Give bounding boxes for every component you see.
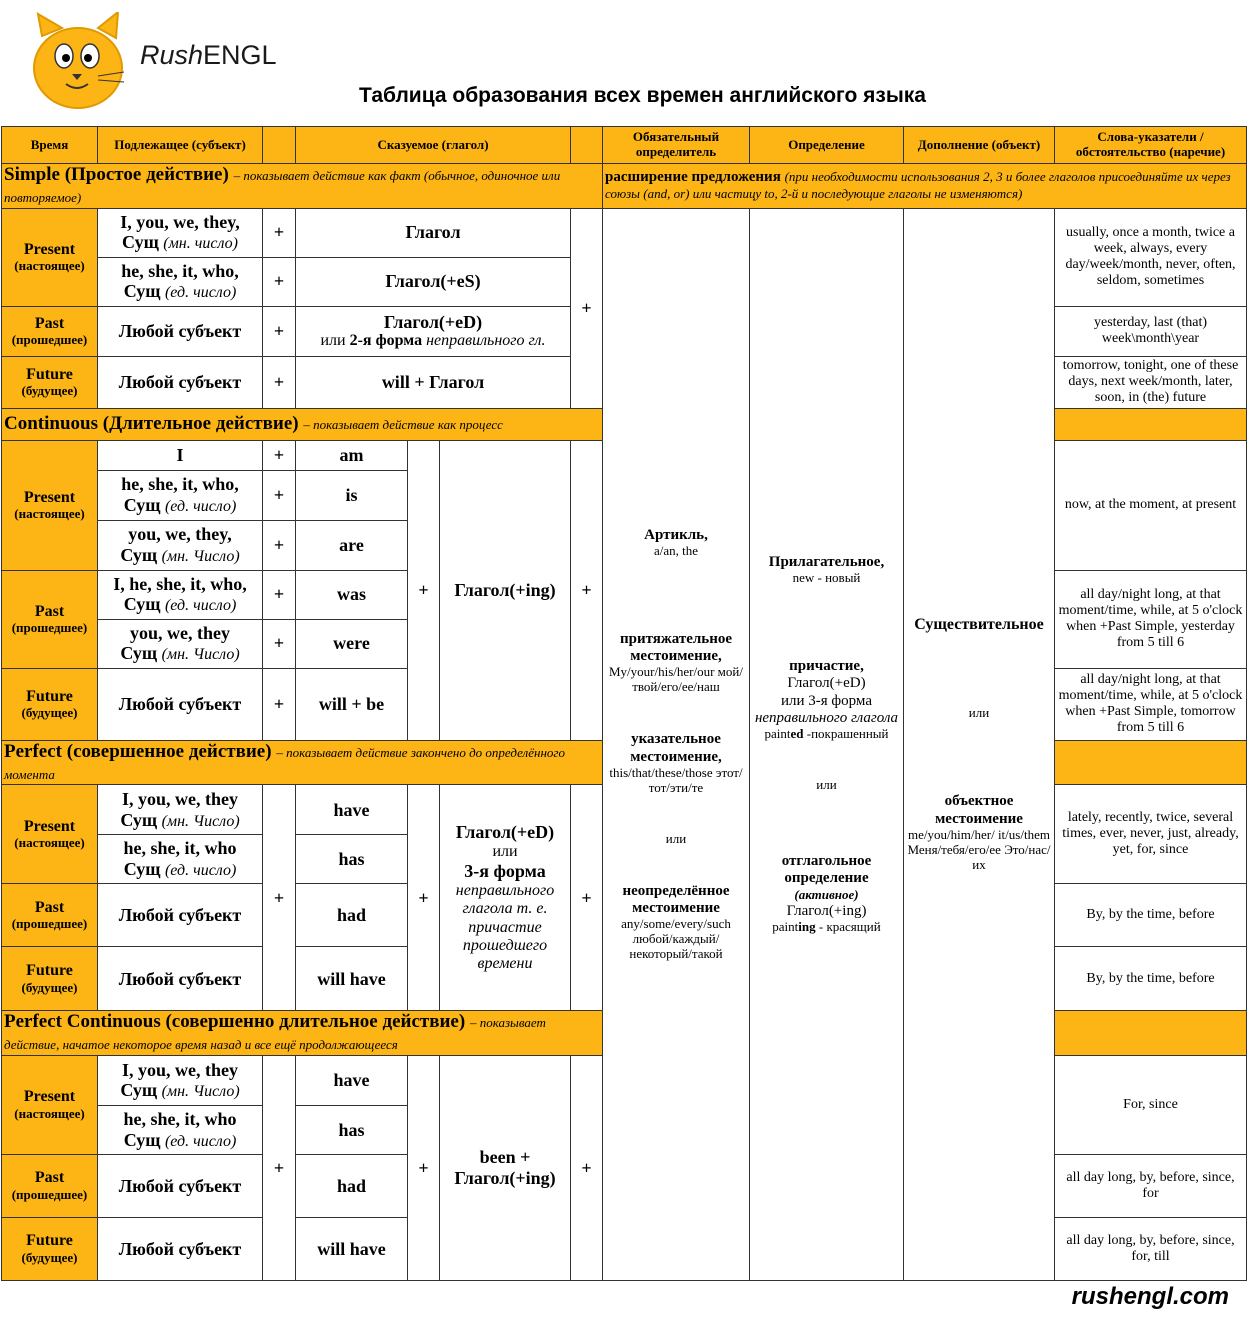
subject-noun: Сущ <box>122 232 159 253</box>
definition-heading: отглагольное определение <box>781 853 872 887</box>
tense-label: Future <box>26 962 73 980</box>
adverb-section-cell <box>1055 408 1247 440</box>
definition-text: неправильного глагола <box>754 709 899 726</box>
tense-label-ru: (настоящее) <box>14 835 85 851</box>
or-label: или <box>816 777 837 793</box>
brand-part2: ENGL <box>203 40 277 70</box>
header-blank <box>263 127 296 164</box>
aux-cell: had <box>296 1155 408 1218</box>
plus-sign: + <box>263 785 296 1011</box>
tense-label-ru: (прошедшее) <box>11 1186 88 1202</box>
subject-cell: Любой субъект <box>98 884 263 947</box>
section-desc: – показывает действие, начатое некоторое время назад и все ещё продолжающееся <box>4 1015 546 1053</box>
plus-sign: + <box>571 208 603 408</box>
tense-future <box>2 947 98 1011</box>
subject-cell: you, we, they, Сущ (мн. Число) <box>98 520 263 570</box>
adverb-cell: now, at the moment, at present <box>1055 440 1247 570</box>
tense-past <box>2 570 98 668</box>
adverb-cell: all day long, by, before, since, for, till <box>1055 1218 1247 1281</box>
aux-cell: will + be <box>296 668 408 740</box>
section-name: Perfect (совершенное действие) <box>4 740 272 762</box>
extension-title: расширение предложения <box>605 168 781 185</box>
tense-label: Future <box>26 1232 73 1250</box>
header-adverbs: Слова-указатели / обстоятельство (наречие) <box>1055 127 1247 164</box>
plus-sign: + <box>263 668 296 740</box>
subject-cell: Любой субъект <box>98 1218 263 1281</box>
site-url: rushengl.com <box>1071 1283 1229 1310</box>
aux-cell: will have <box>296 947 408 1011</box>
definition-example: painted -покрашенный <box>764 726 889 742</box>
adverb-cell: lately, recently, twice, several times, ever, never, just, already, yet, for, since <box>1055 785 1247 884</box>
tense-label-ru: (настоящее) <box>14 505 85 521</box>
brand-name <box>140 40 277 71</box>
plus-sign: + <box>263 440 296 470</box>
plus-sign: + <box>263 520 296 570</box>
subject-cell: he, she, it, who Сущ (ед. число) <box>98 1106 263 1155</box>
verb-cell: been + Глагол(+ing) <box>440 1056 571 1281</box>
subject-cell: I, you, we, they Сущ (мн. Число) <box>98 785 263 835</box>
determiner-heading: притяжательное местоимение, <box>619 630 733 665</box>
tense-label: Present <box>23 240 76 258</box>
extension-desc: (при необходимости использования 2, 3 и более глаголов присоединяйте их через союзы (and, or) или частицу to, 2-й и последующие глаголы не изменяются) <box>605 168 1231 201</box>
adverb-cell: By, by the time, before <box>1055 947 1247 1011</box>
subject-cell: Любой субъект <box>98 1155 263 1218</box>
object-text: Меня/тебя/его/ее Это/нас/их <box>907 841 1051 872</box>
determiner-heading: Артикль, <box>644 526 708 543</box>
verb-cell: Глагол(+eD) или 2-я форма неправильного гл. <box>296 306 571 356</box>
aux-cell: has <box>296 1106 408 1155</box>
adverb-section-cell <box>1055 740 1247 785</box>
subject-cell: Любой субъект <box>98 947 263 1011</box>
subject-cell <box>98 257 263 306</box>
tense-label: Past <box>34 1169 65 1187</box>
object-column <box>904 208 1055 1280</box>
tense-label: Present <box>23 1088 76 1106</box>
subject-cell: Любой субъект <box>98 306 263 356</box>
header-row <box>2 127 1247 164</box>
verb-cell: Глагол(+eS) <box>296 257 571 306</box>
section-row-simple <box>2 164 1247 209</box>
tense-present <box>2 785 98 884</box>
subject-cell: Любой субъект <box>98 668 263 740</box>
tense-label-ru: (будущее) <box>21 979 78 995</box>
subject-cell: he, she, it, who, Сущ (ед. число) <box>98 470 263 520</box>
determiner-heading: неопределённое местоимение <box>622 882 730 916</box>
tense-label: Future <box>26 687 73 705</box>
tense-future <box>2 356 98 408</box>
tense-label: Present <box>23 817 76 835</box>
table-row <box>2 208 1247 257</box>
adverb-cell: usually, once a month, twice a week, always, every day/week/month, never, often, seldom, sometimes <box>1055 208 1247 306</box>
plus-sign: + <box>263 470 296 520</box>
header-determiner: Обязательный определитель <box>603 127 750 164</box>
verb-cell: Глагол(+ing) <box>440 440 571 740</box>
section-desc: – показывает действие как процесс <box>303 417 503 433</box>
tense-label: Past <box>34 602 65 620</box>
section-name: Perfect Continuous (совершенно длительное действие) <box>4 1011 466 1033</box>
determiner-text: any/some/every/such любой/каждый/ некоторый/такой <box>621 916 731 962</box>
adverb-cell: yesterday, last (that) week\month\year <box>1055 306 1247 356</box>
aux-cell: is <box>296 470 408 520</box>
subject-cell: he, she, it, who Сущ (ед. число) <box>98 835 263 884</box>
header-object: Дополнение (объект) <box>904 127 1055 164</box>
section-desc: – показывает действие как факт (обычное, одиночное или повторяемое) <box>4 168 561 205</box>
plus-sign: + <box>263 619 296 668</box>
adverb-cell: tomorrow, tonight, one of these days, next week/month, later, soon, in (the) future <box>1055 356 1247 408</box>
subject-text: I, you, we, they, <box>120 211 240 232</box>
section-continuous <box>2 408 603 440</box>
or-label: или <box>968 705 990 721</box>
header-blank <box>571 127 603 164</box>
tense-label-ru: (будущее) <box>21 382 78 398</box>
plus-sign: + <box>263 257 296 306</box>
verb-cell: Глагол(+eD) или 3-я форма неправильного глагола т. е. причастие прошедшего времени <box>440 785 571 1011</box>
tense-label: Present <box>23 488 76 506</box>
plus-sign: + <box>571 440 603 740</box>
verb-text: Глагол(+eD) <box>383 311 483 332</box>
header-predicate: Сказуемое (глагол) <box>296 127 571 164</box>
object-heading: объектное местоимение <box>935 793 1023 827</box>
subject-noun: Сущ <box>123 281 161 302</box>
section-simple <box>2 164 603 209</box>
plus-sign: + <box>408 785 440 1011</box>
determiner-text: this/that/these/those этот/тот/эти/те <box>609 764 743 795</box>
page-title: Таблица образования всех времен английского языка <box>359 84 926 107</box>
subject-text: he, she, it, who, <box>121 260 239 281</box>
tense-present <box>2 440 98 570</box>
adverb-cell: all day long, by, before, since, for <box>1055 1155 1247 1218</box>
section-perfect-continuous <box>2 1011 603 1056</box>
section-extension <box>603 164 1247 209</box>
definition-text: Глагол(+ing) <box>786 902 867 919</box>
subject-cell: I, you, we, they Сущ (мн. Число) <box>98 1056 263 1106</box>
or-label: или <box>665 830 687 846</box>
tense-present <box>2 1056 98 1155</box>
tense-future <box>2 668 98 740</box>
adverb-cell: By, by the time, before <box>1055 884 1247 947</box>
plus-sign: + <box>408 1056 440 1281</box>
definition-example: painting - красящий <box>772 918 881 934</box>
tense-label: Past <box>34 314 65 332</box>
tense-label-ru: (настоящее) <box>14 1105 85 1121</box>
subject-cell <box>98 208 263 257</box>
definition-text: new - новый <box>792 570 861 586</box>
section-name: Continuous (Длительное действие) <box>4 413 299 435</box>
aux-cell: will have <box>296 1218 408 1281</box>
definition-text: (активное) <box>794 886 859 902</box>
definition-heading: причастие, <box>789 658 864 675</box>
section-name: Simple (Простое действие) <box>4 164 229 185</box>
section-desc: – показывает действие закончено до определённого момента <box>4 744 565 782</box>
tense-future <box>2 1218 98 1281</box>
aux-cell: had <box>296 884 408 947</box>
plus-sign: + <box>263 356 296 408</box>
subject-cell: you, we, they Сущ (мн. Число) <box>98 619 263 668</box>
determiner-column <box>603 208 750 1280</box>
tense-past <box>2 306 98 356</box>
plus-sign: + <box>408 440 440 740</box>
definition-column <box>750 208 904 1280</box>
plus-sign: + <box>263 208 296 257</box>
tense-label-ru: (настоящее) <box>14 257 85 273</box>
tense-label-ru: (будущее) <box>21 704 78 720</box>
section-perfect <box>2 740 603 785</box>
verb-cell: will + Глагол <box>296 356 571 408</box>
determiner-heading: указательное местоимение, <box>630 731 722 765</box>
tense-past <box>2 1155 98 1218</box>
adverb-cell: For, since <box>1055 1056 1247 1155</box>
tense-present <box>2 208 98 306</box>
aux-cell: are <box>296 520 408 570</box>
aux-cell: were <box>296 619 408 668</box>
aux-cell: was <box>296 570 408 619</box>
verb-cell: Глагол <box>296 208 571 257</box>
tense-label-ru: (прошедшее) <box>11 916 88 932</box>
plus-sign: + <box>571 785 603 1011</box>
brand-part1: Rush <box>140 40 204 70</box>
tense-past <box>2 884 98 947</box>
subject-cell: I <box>98 440 263 470</box>
aux-cell: have <box>296 1056 408 1106</box>
tense-label: Future <box>26 365 73 383</box>
adverb-cell: all day/night long, at that moment/time, while, at 5 o'clock when +Past Simple, yesterday from 5 till 6 <box>1055 570 1247 668</box>
plus-sign: + <box>571 1056 603 1281</box>
plus-sign: + <box>263 570 296 619</box>
tense-table <box>1 126 1247 1281</box>
plus-sign: + <box>263 306 296 356</box>
aux-cell: have <box>296 785 408 835</box>
adverb-section-cell <box>1055 1011 1247 1056</box>
determiner-text: a/an, the <box>653 543 699 559</box>
aux-cell: has <box>296 835 408 884</box>
plus-sign: + <box>263 1056 296 1281</box>
object-heading: Существительное <box>914 616 1044 634</box>
adverb-cell: all day/night long, at that moment/time, while, at 5 o'clock when +Past Simple, tomorrow from 5 till 6 <box>1055 668 1247 740</box>
header-definition: Определение <box>750 127 904 164</box>
subject-cell: Любой субъект <box>98 356 263 408</box>
tense-label-ru: (будущее) <box>21 1249 78 1265</box>
tense-label-ru: (прошедшее) <box>11 619 88 635</box>
determiner-text: My/your/his/her/our мой/твой/его/ее/наш <box>609 664 743 695</box>
subject-cell: I, he, she, it, who, Сущ (ед. число) <box>98 570 263 619</box>
definition-heading: Прилагательное, <box>768 554 885 571</box>
tense-label: Past <box>34 898 65 916</box>
header-time: Время <box>2 127 98 164</box>
definition-text: или 3-я форма <box>781 692 872 709</box>
subject-number: (ед. число) <box>164 284 237 302</box>
aux-cell: am <box>296 440 408 470</box>
tense-label-ru: (прошедшее) <box>11 331 88 347</box>
subject-number: (мн. число) <box>163 235 238 253</box>
object-text: me/you/him/her/ it/us/them <box>908 826 1050 842</box>
definition-text: Глагол(+eD) <box>787 675 866 692</box>
header-subject: Подлежащее (субъект) <box>98 127 263 164</box>
